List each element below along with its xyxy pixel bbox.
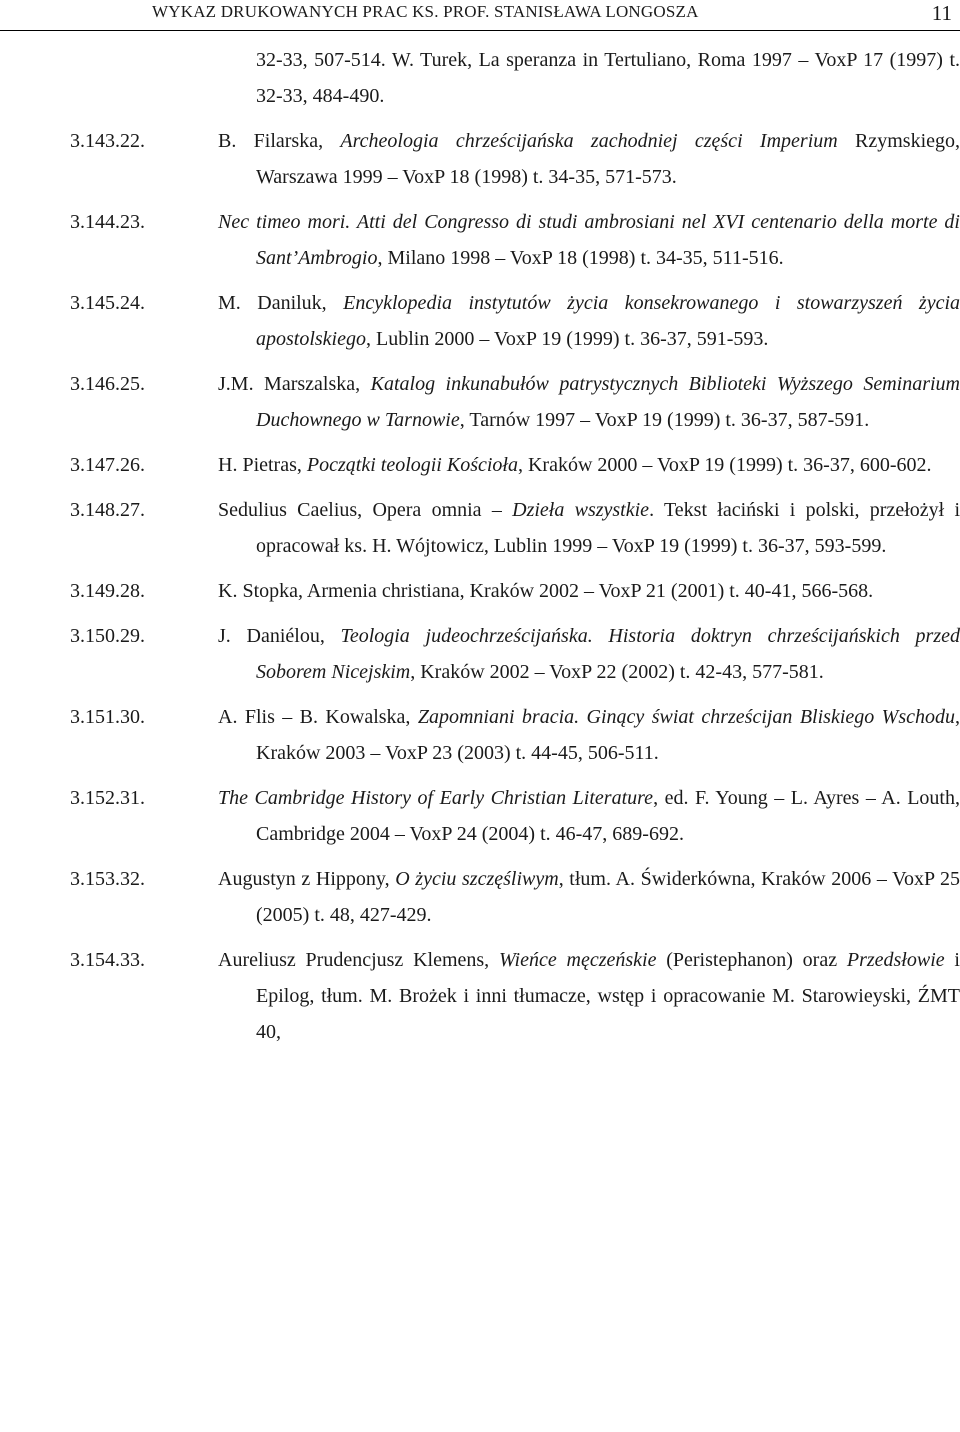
entry-title-italic: Teologia judeochrześcijańska. Historia doktryn chrześcijańskich przed Soborem Nicejskim xyxy=(256,625,960,683)
bibliography-entry xyxy=(0,42,960,114)
entry-text-segment: M. Daniluk, xyxy=(218,292,344,314)
entry-text-segment: Sedulius Caelius, Opera omnia – xyxy=(218,499,513,521)
entry-text xyxy=(218,861,960,933)
entry-title-italic: Encyklopedia instytutów życia konsekrowanego i stowarzyszeń życia apostolskiego xyxy=(256,292,960,350)
entry-text-segment: K. Stopka, Armenia christiana, Kraków 2002 – VoxP 21 (2001) t. 40-41, 566-568. xyxy=(218,580,874,602)
entry-text xyxy=(218,366,960,438)
entry-title-italic: The Cambridge History of Early Christian Literature xyxy=(218,787,654,809)
entry-text-segment: Rzymskiego, Warszawa 1999 – VoxP 18 (1998) t. 34-35, 571-573. xyxy=(256,130,960,188)
entry-title-italic: Katalog inkunabułów patrystycznych Biblioteki Wyższego Seminarium Duchownego w Tarnowie xyxy=(256,373,960,431)
bibliography-entry xyxy=(0,573,960,609)
bibliography-entry xyxy=(0,699,960,771)
entry-number: 3.146.25. xyxy=(70,373,145,395)
entry-text xyxy=(218,42,960,114)
bibliography-entry xyxy=(0,780,960,852)
entry-number: 3.149.28. xyxy=(70,580,145,602)
entry-text xyxy=(218,942,960,1050)
entry-text xyxy=(218,204,960,276)
entry-text-segment: , Milano 1998 – VoxP 18 (1998) t. 34-35, 511-516. xyxy=(377,247,784,269)
bibliography-entry xyxy=(0,204,960,276)
entry-text xyxy=(218,123,960,195)
entry-title-italic: Dzieła wszystkie xyxy=(512,499,650,521)
entry-text-segment: , Kraków 2000 – VoxP 19 (1999) t. 36-37, 600-602. xyxy=(517,454,932,476)
entry-text-segment: J.M. Marszalska, xyxy=(218,373,371,395)
bibliography-entry xyxy=(0,861,960,933)
running-header xyxy=(0,0,960,31)
entry-text xyxy=(218,618,960,690)
entry-title-italic: Zapomniani bracia. Ginący świat chrześcijan Bliskiego Wschodu xyxy=(417,706,955,728)
entry-title-italic: O życiu szczęśliwym xyxy=(395,868,559,890)
entry-text-segment: J. Daniélou, xyxy=(218,625,341,647)
entry-text-segment: , Tarnów 1997 – VoxP 19 (1999) t. 36-37, 587-591. xyxy=(459,409,870,431)
bibliography-entry xyxy=(0,447,960,483)
entry-text-segment: 32-33, 507-514. W. Turek, La speranza in Tertuliano, Roma 1997 – VoxP 17 (1997) t. 32-33, 484-490. xyxy=(256,49,960,107)
entry-number: 3.154.33. xyxy=(70,949,145,971)
entry-text xyxy=(218,285,960,357)
entry-text xyxy=(218,447,960,483)
entry-text-segment: , Lublin 2000 – VoxP 19 (1999) t. 36-37, 591-593. xyxy=(366,328,769,350)
entry-number: 3.153.32. xyxy=(70,868,145,890)
entry-text-segment: , Kraków 2002 – VoxP 22 (2002) t. 42-43, 577-581. xyxy=(410,661,824,683)
page-number: 11 xyxy=(931,1,952,25)
entry-title-italic: Archeologia chrześcijańska zachodniej części Imperium xyxy=(340,130,838,152)
entry-text-segment: Aureliusz Prudencjusz Klemens, xyxy=(218,949,499,971)
entry-title-italic: Nec timeo mori. Atti del Congresso di studi ambrosiani nel XVI centenario della morte di Sant’Ambrogio xyxy=(218,211,960,269)
entry-text-segment: , tłum. A. Świderkówna, Kraków 2006 – VoxP 25 (2005) t. 48, 427-429. xyxy=(256,868,960,926)
bibliography-entry xyxy=(0,618,960,690)
entry-number: 3.145.24. xyxy=(70,292,145,314)
entry-text xyxy=(218,780,960,852)
entry-text xyxy=(218,699,960,771)
bibliography-entry xyxy=(0,366,960,438)
entry-text-segment: . Tekst łaciński i polski, przełożył i opracował ks. H. Wójtowicz, Lublin 1999 – VoxP 19 (1999) t. 36-37, 593-599. xyxy=(256,499,960,557)
entry-text-segment: , Kraków 2003 – VoxP 23 (2003) t. 44-45, 506-511. xyxy=(256,706,960,764)
entry-text-segment: A. Flis – B. Kowalska, xyxy=(218,706,418,728)
entry-text-segment: i Epilog, tłum. M. Brożek i inni tłumacze, wstęp i opracowanie M. Starowieyski, ŹMT 40, xyxy=(256,949,960,1043)
entry-number: 3.144.23. xyxy=(70,211,145,233)
bibliography-entry xyxy=(0,123,960,195)
entry-number: 3.143.22. xyxy=(70,130,145,152)
entry-text-segment: H. Pietras, xyxy=(218,454,307,476)
header-title: WYKAZ DRUKOWANYCH PRAC KS. PROF. STANISŁAWA LONGOSZA xyxy=(152,2,699,21)
entry-text-segment: Augustyn z Hippony, xyxy=(218,868,396,890)
entry-number: 3.152.31. xyxy=(70,787,145,809)
bibliography-entry xyxy=(0,492,960,564)
bibliography-entry xyxy=(0,285,960,357)
entry-text xyxy=(218,492,960,564)
bibliography-list xyxy=(0,42,960,1059)
entry-text xyxy=(218,573,960,609)
entry-title-italic: Wieńce męczeńskie xyxy=(498,949,657,971)
entry-number: 3.150.29. xyxy=(70,625,145,647)
entry-number: 3.148.27. xyxy=(70,499,145,521)
entry-number: 3.147.26. xyxy=(70,454,145,476)
entry-text-segment: , ed. F. Young – L. Ayres – A. Louth, Cambridge 2004 – VoxP 24 (2004) t. 46-47, 689-692. xyxy=(256,787,960,845)
entry-title-italic: Początki teologii Kościoła xyxy=(306,454,518,476)
entry-text-segment: B. Filarska, xyxy=(218,130,341,152)
bibliography-entry xyxy=(0,942,960,1050)
entry-text-segment: (Peristephanon) oraz xyxy=(656,949,847,971)
entry-number: 3.151.30. xyxy=(70,706,145,728)
entry-title-italic: Przedsłowie xyxy=(846,949,945,971)
